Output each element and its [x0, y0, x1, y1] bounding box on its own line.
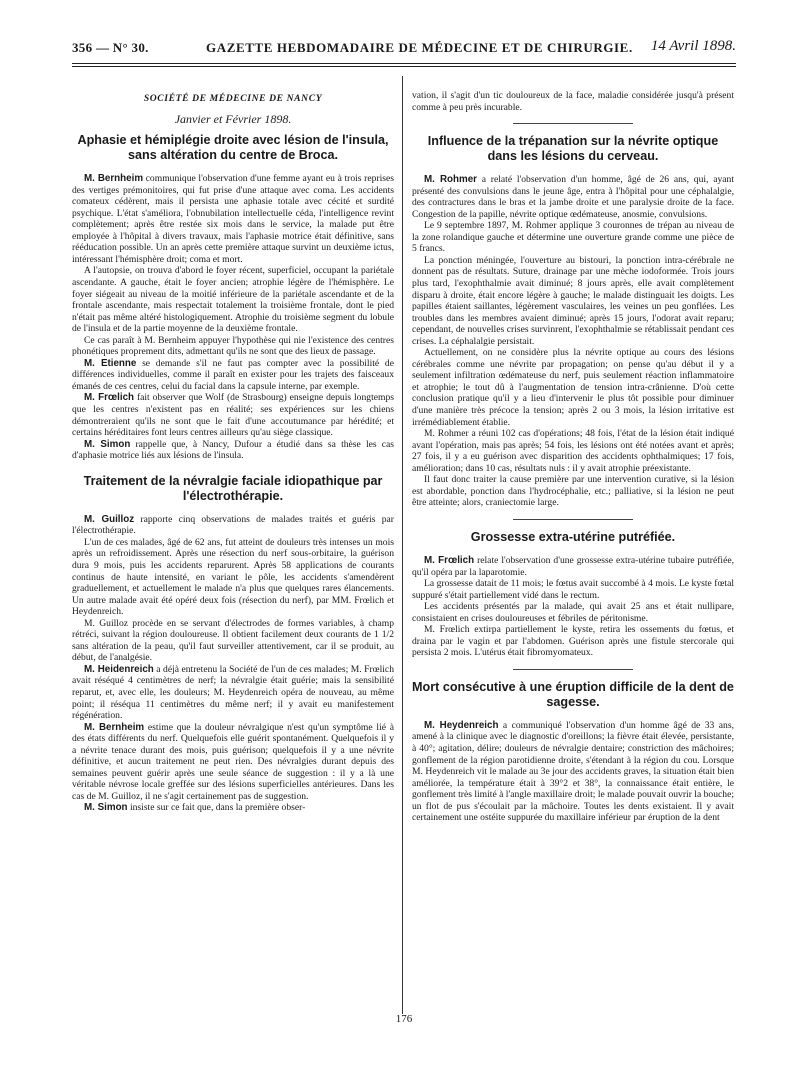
paragraph: Les accidents présentés par la malade, qui avait 25 ans et était nullipare, consistaient en crises douloureuses et fébriles de péritonisme. — [412, 601, 734, 624]
header-page-issue: 356 — N° 30. — [72, 40, 149, 55]
article-trepanation — [412, 134, 734, 509]
section-separator — [513, 123, 633, 124]
section-separator — [513, 669, 633, 670]
article-title: Aphasie et hémiplégie droite avec lésion de l'insula, sans altération du centre de Broca. — [77, 133, 389, 163]
left-column — [72, 88, 394, 814]
paragraph: M. Frœlich extirpa partiellement le kyste, retira les ossements du fœtus, et draina par le vagin et par l'abdomen. Guérison après une fistule stercorale qui persista 2 mois. L'utérus était fibromyomateux. — [412, 624, 734, 659]
header-journal-title: GAZETTE HEBDOMADAIRE DE MÉDECINE ET DE CHIRURGIE. — [206, 40, 633, 55]
article-nevralgie — [72, 474, 394, 814]
header-rule — [72, 63, 736, 64]
paragraph: M. Bernheim communique l'observation d'une femme ayant eu à trois reprises des vertiges prémonitoires, qui fut prise d'une attaque avec coma. Les accidents comateux cédèrent, mais il persista une aphasie totale avec cécité et surdité psychique. L'état s'améliora, l'obnubilation intellectuelle céda, l'intelligence revint complètement; après être restée six mois dans le service, la malade put être employée à l'hôpital à divers travaux, mais l'aphasie motrice était définitive, sans rééducation possible. Un an après cette première attaque survint un deuxième ictus, intéressant l'hémisphère droit; coma et mort. — [72, 173, 394, 265]
paragraph: M. Rohmer a relaté l'observation d'un homme, âgé de 26 ans, qui, ayant présenté des convulsions dans le jeune âge, entra à l'hôpital pour une céphalalgie, des contractures dans le bras et la jambe droite et une paralysie droite de la face. Congestion de la papille, névrite optique œdémateuse, anosmie, convulsions. — [412, 174, 734, 220]
paragraph: M. Guilloz rapporte cinq observations de malades traités et guéris par l'électrothérapie. — [72, 513, 394, 537]
speaker-name: M. Heidenreich — [84, 663, 154, 675]
section-separator — [513, 519, 633, 520]
article-title: Mort consécutive à une éruption difficile de la dent de sagesse. — [412, 679, 734, 709]
right-column — [412, 90, 734, 824]
speaker-name: M. Guilloz — [84, 513, 135, 525]
speaker-name: M. Simon — [84, 802, 128, 814]
session-dates: Janvier et Février 1898. — [174, 111, 292, 126]
paragraph: M. Etienne se demande s'il ne faut pas compter avec la possibilité de différences individuelles, comme il paraît en exister pour les trajets des faisceaux émanés de ces centres, celui du facial dans la capsule interne, par exemple. — [72, 357, 394, 392]
paragraph: M. Frœlich relate l'observation d'une grossesse extra-utérine tubaire putréfiée, qu'il opéra par la laparotomie. — [412, 554, 735, 578]
paragraph: Ce cas paraît à M. Bernheim appuyer l'hypothèse qui nie l'existence des centres phonétiques proprement dits, admettant qu'ils ne sont que des lieux de passage. — [72, 334, 394, 358]
paragraph: M. Simon insiste sur ce fait que, dans la première obser- — [84, 802, 306, 814]
paragraph: M. Heydenreich a communiqué l'observation d'un homme âgé de 33 ans, amené à la clinique avec le diagnostic d'oreillons; la fièvre était élevée, persistante, à 40°; agitation, délire; douleurs de névralgie dentaire; constriction des mâchoires; gonflement de la région parotidienne droite, s'étendant à la région du cou. Lorsque M. Heydenreich vit le malade au 3e jour des accidents graves, la situation était bien améliorée, la température était à 39°2 et 38°, la connaissance était entière, le gonflement très limité à l'angle maxillaire droit; le malade pouvait ouvrir la bouche; un flot de pus s'écoulait par la mâchoire. Toutes les dents existaient. Il y avait certainement une ostéite suppurée du maxillaire inférieur par éruption de la dent — [412, 719, 734, 824]
paragraph: M. Frœlich fait observer que Wolf (de Strasbourg) enseigne depuis longtemps que les centres n'existent pas en réalité; ses expériences sur les chiens démontreraient qu'ils ne sont que le fait d'une accoutumance par hérédité; et certains héréditaires font leurs centres ailleurs qu'au siège classique. — [72, 392, 394, 439]
column-divider — [402, 76, 403, 1014]
paragraph: M. Simon rappelle que, à Nancy, Dufour a étudié dans sa thèse les cas d'aphasie motrice liés aux lésions de l'insula. — [72, 438, 395, 462]
article-aphasie — [72, 133, 394, 462]
speaker-name: M. Etienne — [84, 357, 137, 369]
speaker-name: M. Frœlich — [424, 554, 475, 566]
paragraph: Il faut donc traiter la cause première par une intervention curative, si la lésion est abordable, ponction dans l'hydrocéphalie, etc.; palliative, si la lésion ne peut être atteinte; alors, craniectomie large. — [412, 474, 734, 509]
speaker-name: M. Simon — [84, 438, 131, 450]
paragraph: M. Heidenreich a déjà entretenu la Société de l'un de ces malades; M. Frœlich avait réséqué 4 centimètres de nerf; la névralgie était guérie; mais la sensibilité reparut, et, avec elle, les douleurs; M. Heydenreich opéra de nouveau, au même point; il réséqua 11 centimètres du même nerf; il y avait eu manifestement régénération. — [72, 663, 394, 722]
article-dent-sagesse — [412, 680, 734, 824]
paragraph: M. Bernheim estime que la douleur névralgique n'est qu'un symptôme lié à des états différents du nerf. Quelquefois elle guérit spontanément. Quelquefois il y a névrite tenace durant des mois, puis guérison; quelquefois il y a une névrite définitive, et aucun traitement ne peut rien. Des névralgies durant depuis des semaines peuvent guérir après une seule séance de suggestion : il y a là une véritable névrose locale greffée sur des lésions superficielles antérieures. Dans les cas de M. Guilloz, il ne s'agit certainement pas de suggestion. — [72, 721, 395, 802]
article-title: Traitement de la névralgie faciale idiopathique par l'électrothérapie. — [83, 473, 383, 503]
page-header — [72, 36, 736, 62]
paragraph: A l'autopsie, on trouva d'abord le foyer récent, superficiel, occupant la pariétale ascendante. A gauche, était le foyer ancien; atrophie légère de l'hémisphère. Le foyer siégeait au niveau de la moitié inférieure de la pariétale ascendante et de la frontale ascendante, mais respectait totalement la troisième frontale, dont le pied n'était pas même altéré histologiquement. Atrophie du troisième segment du lobule de l'insula et de la partie moyenne de la deuxième frontale. — [72, 265, 394, 335]
header-date: 14 Avril 1898. — [650, 38, 736, 54]
speaker-name: M. Frœlich — [84, 392, 135, 404]
page-number: 176 — [395, 1013, 413, 1025]
header-rule-thin — [72, 66, 736, 67]
article-grossesse — [412, 530, 734, 659]
paragraph: Le 9 septembre 1897, M. Rohmer applique 3 couronnes de trépan au niveau de la zone rolandique gauche et détermine une ouverture grande comme une pièce de 5 francs. — [412, 220, 734, 255]
article-title: Grossesse extra-utérine putréfiée. — [470, 529, 676, 544]
paragraph: M. Rohmer a réuni 102 cas d'opérations; 48 fois, l'état de la lésion était indiqué avant l'opération, mais pas après; 54 fois, les lésions ont été notées avant et après; 27 fois, il y a eu guérison avec disparition des accidents ophthalmiques; 17 fois, amélioration; dans 10 cas, résultats nuls : il y avait atrophie préexistante. — [412, 428, 734, 474]
paragraph: Actuellement, on ne considère plus la névrite optique au cours des lésions cérébrales comme une névrite par propagation; on pense qu'au début il y a seulement infiltration œdémateuse du nerf, puis seulement réaction inflammatoire et atrophie; le tout dû à l'augmentation de tension intra-crânienne. D'où cette conclusion pratique qu'il y a lieu d'intervenir le plus tôt possible pour diminuer d'une manière très précoce la tension; après 2 ou 3 mois, la lésion irritative est irrémédiablement établie. — [412, 347, 734, 428]
article-title: Influence de la trépanation sur la névrite optique dans les lésions du cerveau. — [427, 134, 719, 164]
paragraph: La grossesse datait de 11 mois; le fœtus avait succombé à 4 mois. Le kyste fœtal suppuré s'était partiellement vidé dans le rectum. — [412, 578, 734, 601]
society-heading: SOCIÉTÉ DE MÉDECINE DE NANCY — [143, 93, 323, 104]
speaker-name: M. Bernheim — [84, 721, 145, 733]
speaker-name: M. Bernheim — [84, 173, 144, 185]
continued-paragraph: vation, il s'agit d'un tic douloureux de la face, maladie considérée jusqu'à présent comme à peu près incurable. — [412, 90, 734, 113]
speaker-name: M. Heydenreich — [424, 719, 499, 731]
paragraph: M. Guilloz procède en se servant d'électrodes de formes variables, à champ rétréci, suivant la région douloureuse. Il obtient facilement deux courants de 1 1/2 sans altération de la peau, qu'il faut surveiller attentivement, car il se produit, au début, de l'analgésie. — [72, 617, 394, 664]
speaker-name: M. Rohmer — [424, 174, 477, 186]
paragraph: L'un de ces malades, âgé de 62 ans, fut atteint de douleurs très intenses un mois après un refroidissement. Après une résection du nerf sous-orbitaire, la guérison dura 9 mois, puis les accidents reparurent. Après 58 applications de courants continus de haute intensité, en variant le pôle, les accidents s'amendèrent graduellement, et actuellement le malade n'a plus que quelques rares élancements. Un autre malade avait été opéré deux fois (résection du nerf), par MM. Frœlich et Heydenreich. — [72, 536, 394, 618]
paragraph: La ponction méningée, l'ouverture au bistouri, la ponction intra-cérébrale ne donnent pas de résultats. Suture, drainage par une mèche iodoformée. Trois jours plus tard, l'exophthalmie avait diminué; 8 jours après, elle avait complètement disparu à droite, était encore légère à gauche; le malade distinguait les doigts. Les papilles étaient saillantes, légèrement vasculaires, les veines un peu gonflées. Les troubles dans les membres avaient diminué; après 15 jours, l'odorat avait reparu; cependant, de nouvelles crises survinrent, l'exophthalmie se rétablissait pendant ces crises. La céphalalgie persistait. — [412, 254, 734, 347]
